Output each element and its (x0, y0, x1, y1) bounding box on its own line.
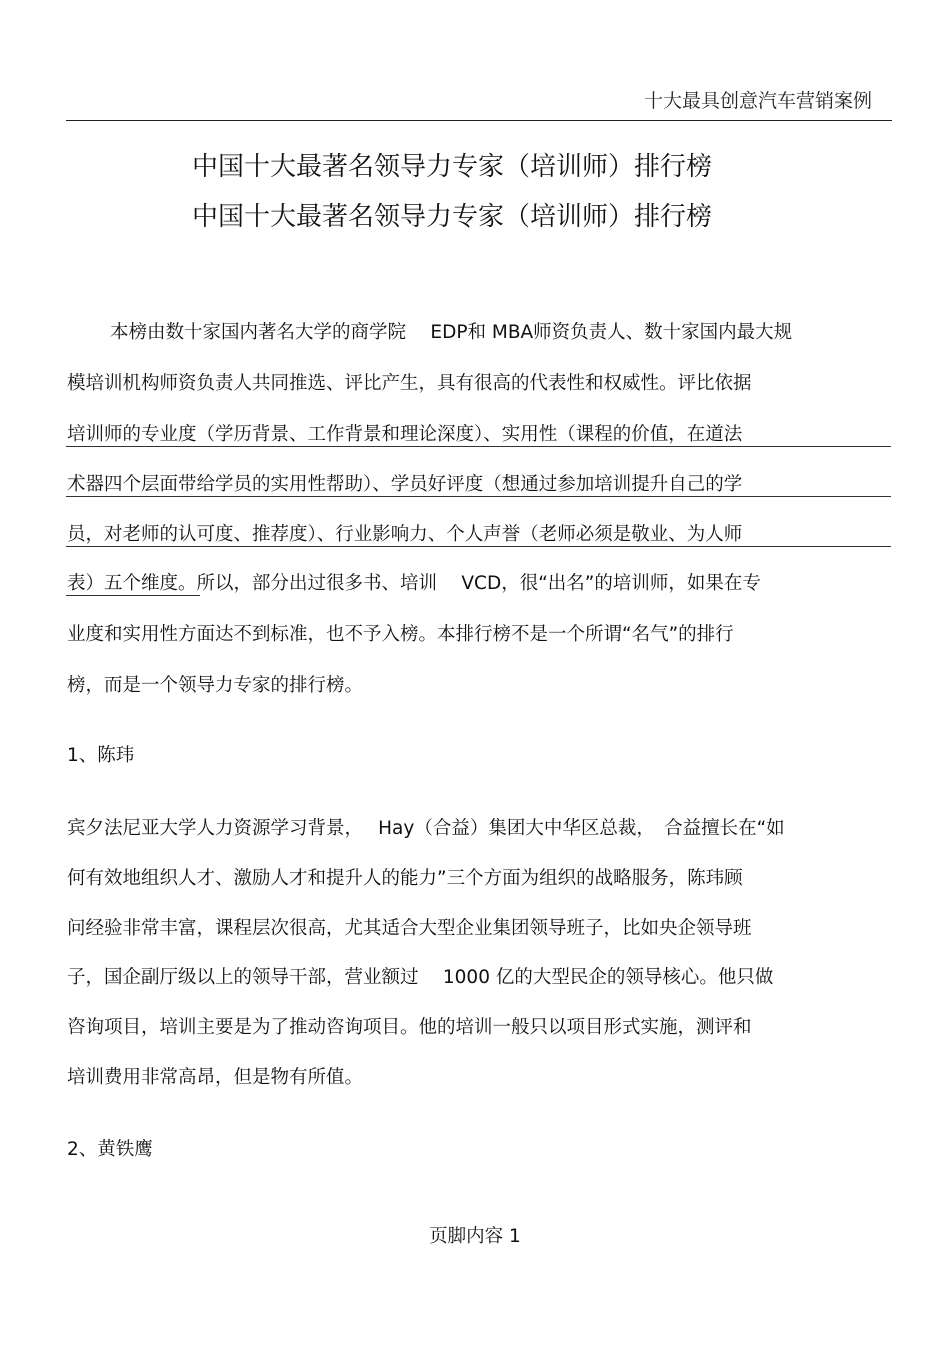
intro-line-7: 业度和实用性方面达不到标准，也不予入榜。本排行榜不是一个所谓“名气”的排行 (67, 624, 734, 645)
underline-rule (66, 546, 891, 547)
underline-rule (66, 446, 891, 447)
intro-line-4: 术器四个层面带给学员的实用性帮助）、学员好评度（想通过参加培训提升自己的学 (67, 474, 743, 495)
page-footer: 页脚内容 1 (429, 1226, 521, 1247)
document-title: 中国十大最著名领导力专家（培训师）排行榜 (192, 152, 713, 182)
intro-line-3: 培训师的专业度（学历背景、工作背景和理论深度）、实用性（课程的价值，在道法 (67, 424, 743, 445)
underline-rule (66, 595, 200, 596)
entry-1-line-3: 问经验非常丰富，课程层次很高，尤其适合大型企业集团领导班子，比如央企领导班 (67, 918, 752, 939)
entry-1-line-5: 咨询项目，培训主要是为了推动咨询项目。他的培训一般只以项目形式实施，测评和 (67, 1017, 752, 1038)
intro-line-2: 模培训机构师资负责人共同推选、评比产生，具有很高的代表性和权威性。评比依据 (67, 373, 752, 394)
underline-rule (66, 496, 891, 497)
intro-line-5: 员，对老师的认可度、推荐度）、行业影响力、个人声誉（老师必须是敬业、为人师 (67, 524, 743, 545)
entry-1-line-2: 何有效地组织人才、激励人才和提升人的能力”三个方面为组织的战略服务，陈玮顾 (67, 868, 743, 889)
entry-1-line-4: 子，国企副厅级以上的领导干部，营业额过 1000 亿的大型民企的领导核心。他只做 (67, 967, 774, 988)
intro-line-1: 本榜由数十家国内著名大学的商学院 EDP和 MBA师资负责人、数十家国内最大规 (110, 322, 793, 343)
entry-heading-2: 2、黄铁鹰 (67, 1139, 153, 1160)
header-divider (66, 120, 892, 121)
intro-line-6: 表）五个维度。所以，部分出过很多书、培训 VCD，很“出名”的培训师，如果在专 (67, 573, 761, 594)
entry-heading-1: 1、陈玮 (67, 745, 135, 766)
running-header: 十大最具创意汽车营销案例 (643, 90, 872, 112)
document-title-repeat: 中国十大最著名领导力专家（培训师）排行榜 (192, 202, 713, 232)
entry-1-line-1: 宾夕法尼亚大学人力资源学习背景， Hay（合益）集团大中华区总裁， 合益擅长在“如 (67, 818, 785, 839)
intro-line-8: 榜，而是一个领导力专家的排行榜。 (67, 675, 364, 696)
entry-1-line-6: 培训费用非常高昂，但是物有所值。 (67, 1067, 364, 1088)
